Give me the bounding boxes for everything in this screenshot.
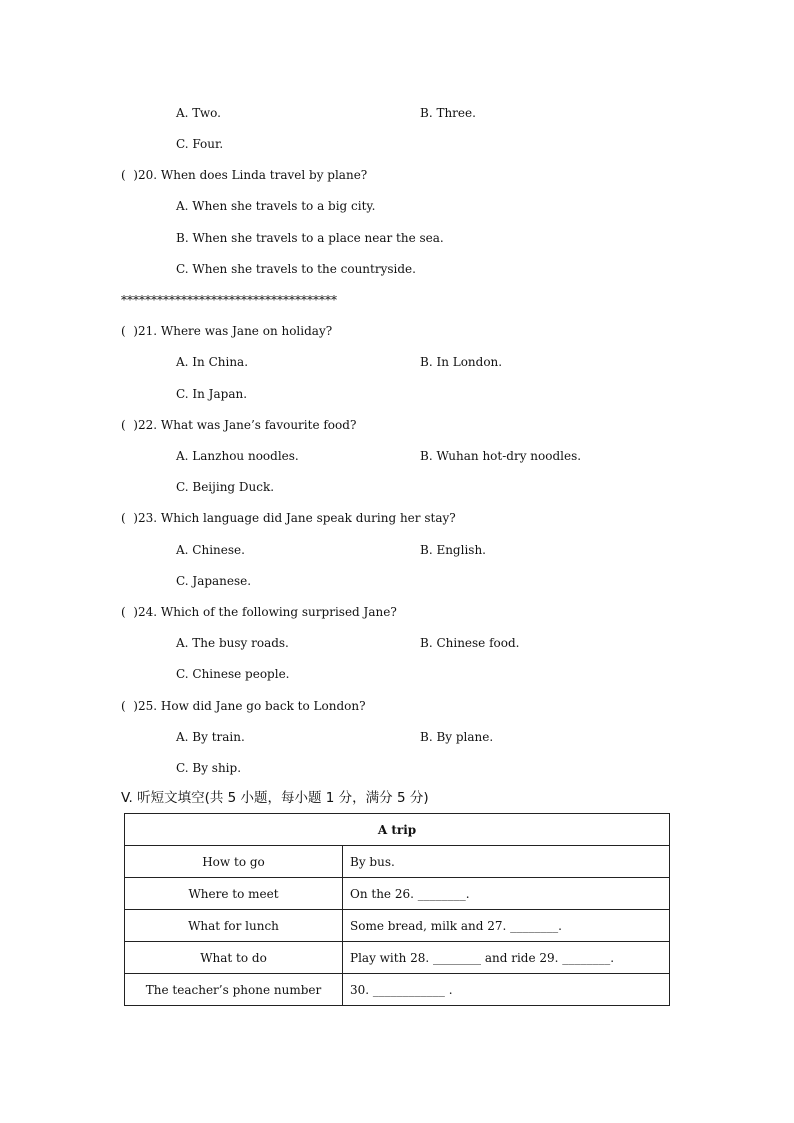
q24-option-b: B. Chinese food.: [420, 636, 520, 650]
q25-stem: ( )25. How did Jane go back to London?: [121, 699, 366, 713]
row-value: By bus.: [343, 846, 670, 878]
row-value-blank-27[interactable]: Some bread, milk and 27. ________.: [343, 910, 670, 942]
q21-option-b: B. In London.: [420, 355, 503, 369]
row-value-blank-26[interactable]: On the 26. ________.: [343, 878, 670, 910]
q24-stem: ( )24. Which of the following surprised Jane?: [121, 605, 397, 619]
q24-option-a: A. The busy roads.: [176, 636, 289, 650]
table-row: [125, 942, 670, 974]
q19-option-c: C. Four.: [176, 137, 224, 151]
q23-option-b: B. English.: [420, 543, 486, 557]
row-value-blank-28-29[interactable]: Play with 28. ________ and ride 29. ________.: [343, 942, 670, 974]
row-label: Where to meet: [125, 878, 343, 910]
row-value-blank-30[interactable]: 30. ____________ .: [343, 974, 670, 1006]
q20-option-b: B. When she travels to a place near the sea.: [176, 231, 444, 245]
q21-option-a: A. In China.: [176, 355, 249, 369]
q23-stem: ( )23. Which language did Jane speak during her stay?: [121, 511, 456, 525]
q21-option-c: C. In Japan.: [176, 387, 248, 401]
q19-option-a: A. Two.: [176, 106, 221, 120]
q25-option-c: C. By ship.: [176, 761, 242, 775]
q19-option-b: B. Three.: [420, 106, 476, 120]
q25-option-a: A. By train.: [176, 730, 245, 744]
q20-option-c: C. When she travels to the countryside.: [176, 262, 416, 276]
q23-option-c: C. Japanese.: [176, 574, 252, 588]
table-row: [125, 846, 670, 878]
q22-option-c: C. Beijing Duck.: [176, 480, 275, 494]
q22-option-b: B. Wuhan hot-dry noodles.: [420, 449, 582, 463]
table-row: [125, 974, 670, 1006]
q23-option-a: A. Chinese.: [176, 543, 245, 557]
q20-stem: ( )20. When does Linda travel by plane?: [121, 168, 368, 182]
q25-option-b: B. By plane.: [420, 730, 494, 744]
q22-stem: ( )22. What was Jane’s favourite food?: [121, 418, 357, 432]
q24-option-c: C. Chinese people.: [176, 667, 290, 681]
q22-option-a: A. Lanzhou noodles.: [176, 449, 299, 463]
table-title: A trip: [125, 814, 670, 846]
q20-option-a: A. When she travels to a big city.: [176, 199, 376, 213]
row-label: The teacher’s phone number: [125, 974, 343, 1006]
row-label: What for lunch: [125, 910, 343, 942]
table-title-row: [125, 814, 670, 846]
section-5-heading: V. 听短文填空(共 5 小题，每小题 1 分，满分 5 分): [121, 790, 429, 806]
separator-line: ************************************: [121, 293, 337, 307]
table-row: [125, 910, 670, 942]
q21-stem: ( )21. Where was Jane on holiday?: [121, 324, 333, 338]
table-row: [125, 878, 670, 910]
row-label: What to do: [125, 942, 343, 974]
trip-table: [124, 813, 670, 1006]
row-label: How to go: [125, 846, 343, 878]
